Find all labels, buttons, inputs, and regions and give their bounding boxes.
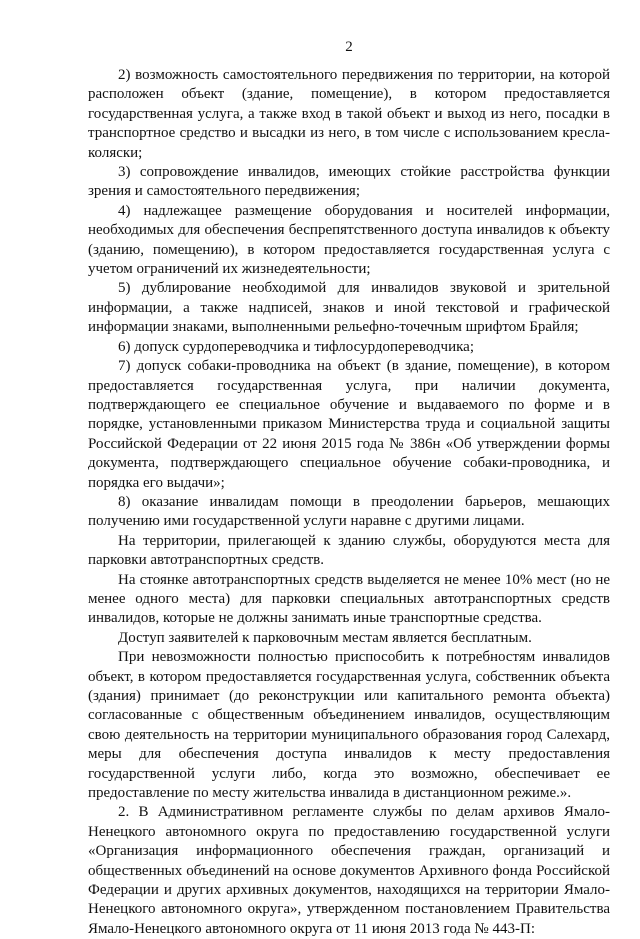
- paragraph-item-2: 2) возможность самостоятельного передвижения по территории, на которой расположен объект (здание, помещение), в котором предоставляется государственная услуга, а также вход в такой объект и выход из него, посадки в транспортное средство и высадки из него, в том числе с использованием кресла-коляски;: [88, 67, 610, 161]
- paragraph-accessibility-measures: При невозможности полностью приспособить к потребностям инвалидов объект, в котором предоставляется государственная услуга, собственник объекта (здания) принимает (до реконструкции или капитального ремонта объекта) согласованные с общественным объединением инвалидов, осуществляющим свою деятельность на территории муниципального образования город Салехард, меры для обеспечения доступа инвалидов к месту предоставления государственной услуги либо, когда это возможно, обеспечивает ее предоставление по месту жительства инвалида в дистанционном режиме.».: [88, 649, 610, 802]
- paragraph-item-7: 7) допуск собаки-проводника на объект (в здание, помещение), в котором предоставляется государственная услуга, при наличии документа, подтверждающего ее специальное обучение и выдаваемого по форме и в порядке, установленными приказом Министерства труда и социальной защиты Российской Федерации от 22 июня 2015 года № 386н «Об утверждении формы документа, подтверждающего специальное обучение собаки-проводника, и порядка его выдачи»;: [88, 358, 610, 491]
- paragraph-item-4: 4) надлежащее размещение оборудования и носителей информации, необходимых для обеспечения беспрепятственного доступа инвалидов к объекту (зданию, помещению), в котором предоставляется государственная услуга с учетом ограничений их жизнедеятельности;: [88, 202, 610, 278]
- paragraph-item-5: 5) дублирование необходимой для инвалидов звуковой и зрительной информации, а также надписей, знаков и иной текстовой и графической информации знаками, выполненными рельефно-точечным шрифтом Брайля;: [88, 280, 610, 336]
- paragraph-parking-free: Доступ заявителей к парковочным местам является бесплатным.: [118, 629, 532, 646]
- paragraph-item-6: 6) допуск сурдопереводчика и тифлосурдопереводчика;: [118, 338, 474, 355]
- paragraph-parking: На территории, прилегающей к зданию службы, оборудуются места для парковки автотранспортных средств.: [88, 532, 610, 569]
- paragraph-item-3: 3) сопровождение инвалидов, имеющих стойкие расстройства функции зрения и самостоятельного передвижения;: [88, 164, 610, 200]
- paragraph-item-8: 8) оказание инвалидам помощи в преодолении барьеров, мешающих получению ими государственной услуги наравне с другими лицами.: [88, 493, 610, 530]
- paragraph-parking-quota: На стоянке автотранспортных средств выделяется не менее 10% мест (но не менее одного места) для парковки специальных автотранспортных средств инвалидов, которые не должны занимать иные транспортные средства.: [88, 571, 610, 627]
- page-number: 2: [345, 39, 353, 55]
- paragraph-section-2: 2. В Административном регламенте службы по делам архивов Ямало-Ненецкого автономного округа по предоставлению государственной услуги «Организация информационного обеспечения граждан, организаций и общественных объединений на основе документов Архивного фонда Российской Федерации и других архивных документов, находящихся на территории Ямало-Ненецкого автономного округа», утвержденном постановлением Правительства Ямало-Ненецкого автономного округа от 11 июня 2013 года № 443-П:: [88, 804, 610, 937]
